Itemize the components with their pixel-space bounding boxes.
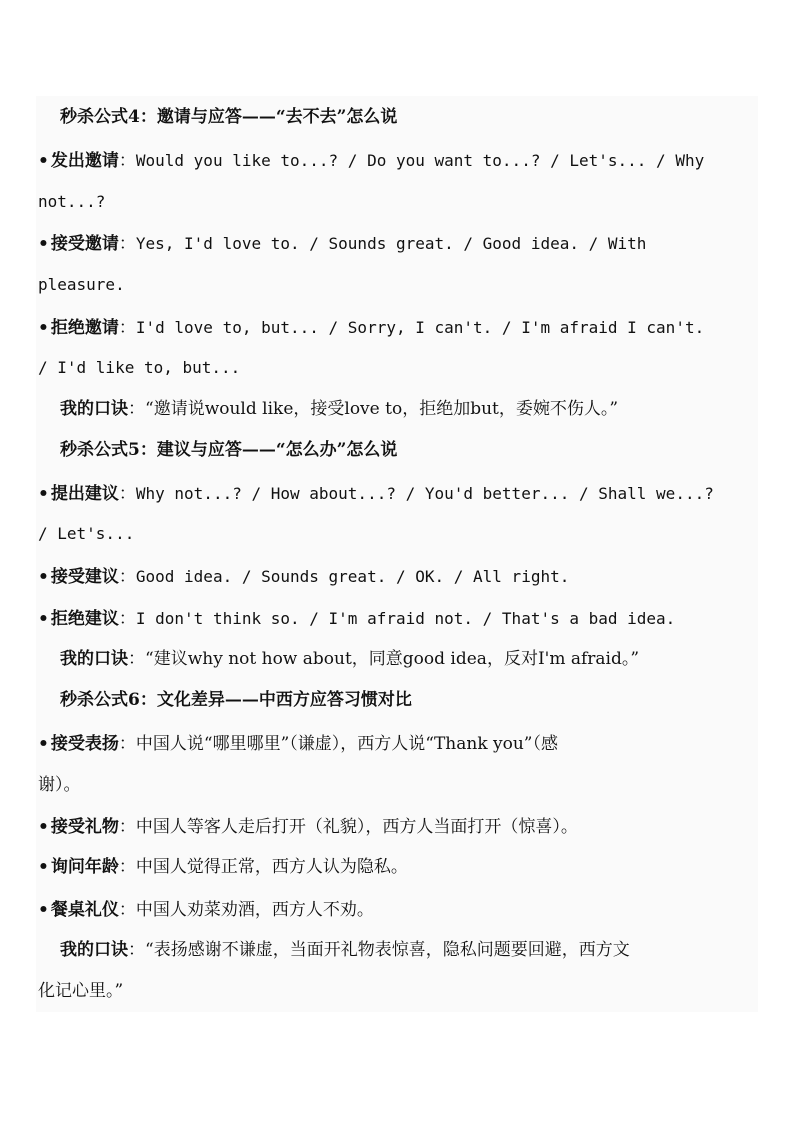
item-text: Good idea. / Sounds great. / OK. / All right. <box>135 567 570 586</box>
section-heading-5: 秒杀公式5：建议与应答——“怎么办”怎么说 <box>60 440 398 460</box>
section-heading-4: 秒杀公式4：邀请与应答——“去不去”怎么说 <box>60 107 398 127</box>
item-text: Yes, I'd love to. / Sounds great. / Good idea. / With <box>135 234 647 253</box>
mnemonic-text: “表扬感谢不谦虚，当面开礼物表惊喜，隐私问题要回避，西方文 <box>145 940 630 960</box>
item-text: 中国人觉得正常，西方人认为隐私。 <box>135 857 408 877</box>
bullet: • <box>38 234 49 254</box>
list-item-accept-suggestion: • 接受建议：Good idea. / Sounds great. / OK. / All right. <box>38 567 570 587</box>
list-item-ask-age: • 询问年龄：中国人觉得正常，西方人认为隐私。 <box>38 857 408 877</box>
item-label: 接受建议 <box>50 567 119 587</box>
mnemonic-label: 我的口诀 <box>60 399 128 419</box>
item-text: 中国人劝菜劝酒，西方人不劝。 <box>135 900 374 920</box>
item-label: 发出邀请 <box>50 151 119 171</box>
item-text: I don't think so. / I'm afraid not. / That's a bad idea. <box>135 609 676 628</box>
bullet: • <box>38 817 49 837</box>
mnemonic-label: 我的口诀 <box>60 940 128 960</box>
list-item-table-manners: • 餐桌礼仪：中国人劝菜劝酒，西方人不劝。 <box>38 900 374 920</box>
bullet: • <box>38 857 49 877</box>
list-item-send-invitation: • 发出邀请：Would you like to...? / Do you want to...? / Let's... / Why <box>38 151 705 171</box>
mnemonic-4: 我的口诀：“邀请说would like，接受love to，拒绝加but，委婉不伤人。” <box>60 399 619 419</box>
list-item-accept-invitation: • 接受邀请：Yes, I'd love to. / Sounds great. / Good idea. / With <box>38 234 647 254</box>
item-label: 提出建议 <box>50 484 119 504</box>
bullet: • <box>38 484 49 504</box>
item-label: 询问年龄 <box>50 857 119 877</box>
bullet: • <box>38 734 49 754</box>
item-label: 接受礼物 <box>50 817 119 837</box>
item-label: 拒绝建议 <box>50 609 119 629</box>
mnemonic-label: 我的口诀 <box>60 649 128 669</box>
list-item-accept-gift: • 接受礼物：中国人等客人走后打开（礼貌），西方人当面打开（惊喜）。 <box>38 817 578 837</box>
list-item-decline-suggestion: • 拒绝建议：I don't think so. / I'm afraid not. / That's a bad idea. <box>38 609 676 629</box>
item-text-continued: pleasure. <box>38 275 125 294</box>
item-text-continued: / I'd like to, but... <box>38 358 241 377</box>
list-item-decline-invitation: • 拒绝邀请：I'd love to, but... / Sorry, I can't. / I'm afraid I can't. <box>38 318 705 338</box>
item-text-continued: / Let's... <box>38 524 135 543</box>
item-label: 拒绝邀请 <box>50 318 119 338</box>
item-text-continued: 谢）。 <box>38 775 81 795</box>
list-item-make-suggestion: • 提出建议：Why not...? / How about...? / You'd better... / Shall we...? <box>38 484 714 504</box>
bullet: • <box>38 609 49 629</box>
item-text: 中国人等客人走后打开（礼貌），西方人当面打开（惊喜）。 <box>135 817 578 837</box>
bullet: • <box>38 900 49 920</box>
item-label: 餐桌礼仪 <box>50 900 119 920</box>
bullet: • <box>38 151 49 171</box>
mnemonic-text: “邀请说would like，接受love to，拒绝加but，委婉不伤人。” <box>145 399 619 419</box>
item-text: Would you like to...? / Do you want to...? / Let's... / Why <box>135 151 705 170</box>
mnemonic-text: “建议why not how about，同意good idea，反对I'm afraid。” <box>145 649 640 669</box>
mnemonic-text-continued: 化记心里。” <box>38 981 124 1001</box>
item-label: 接受邀请 <box>50 234 119 254</box>
item-label: 接受表扬 <box>50 734 119 754</box>
section-heading-6: 秒杀公式6：文化差异——中西方应答习惯对比 <box>60 690 412 710</box>
bullet: • <box>38 318 49 338</box>
mnemonic-6: 我的口诀：“表扬感谢不谦虚，当面开礼物表惊喜，隐私问题要回避，西方文 <box>60 940 630 960</box>
list-item-accept-praise: • 接受表扬：中国人说“哪里哪里”（谦虚），西方人说“Thank you”（感 <box>38 734 559 754</box>
bullet: • <box>38 567 49 587</box>
item-text: Why not...? / How about...? / You'd better... / Shall we...? <box>135 484 714 503</box>
item-text: I'd love to, but... / Sorry, I can't. / I'm afraid I can't. <box>135 318 705 337</box>
mnemonic-5: 我的口诀：“建议why not how about，同意good idea，反对I'm afraid。” <box>60 649 640 669</box>
item-text: 中国人说“哪里哪里”（谦虚），西方人说“Thank you”（感 <box>135 734 559 754</box>
item-text-continued: not...? <box>38 192 106 211</box>
